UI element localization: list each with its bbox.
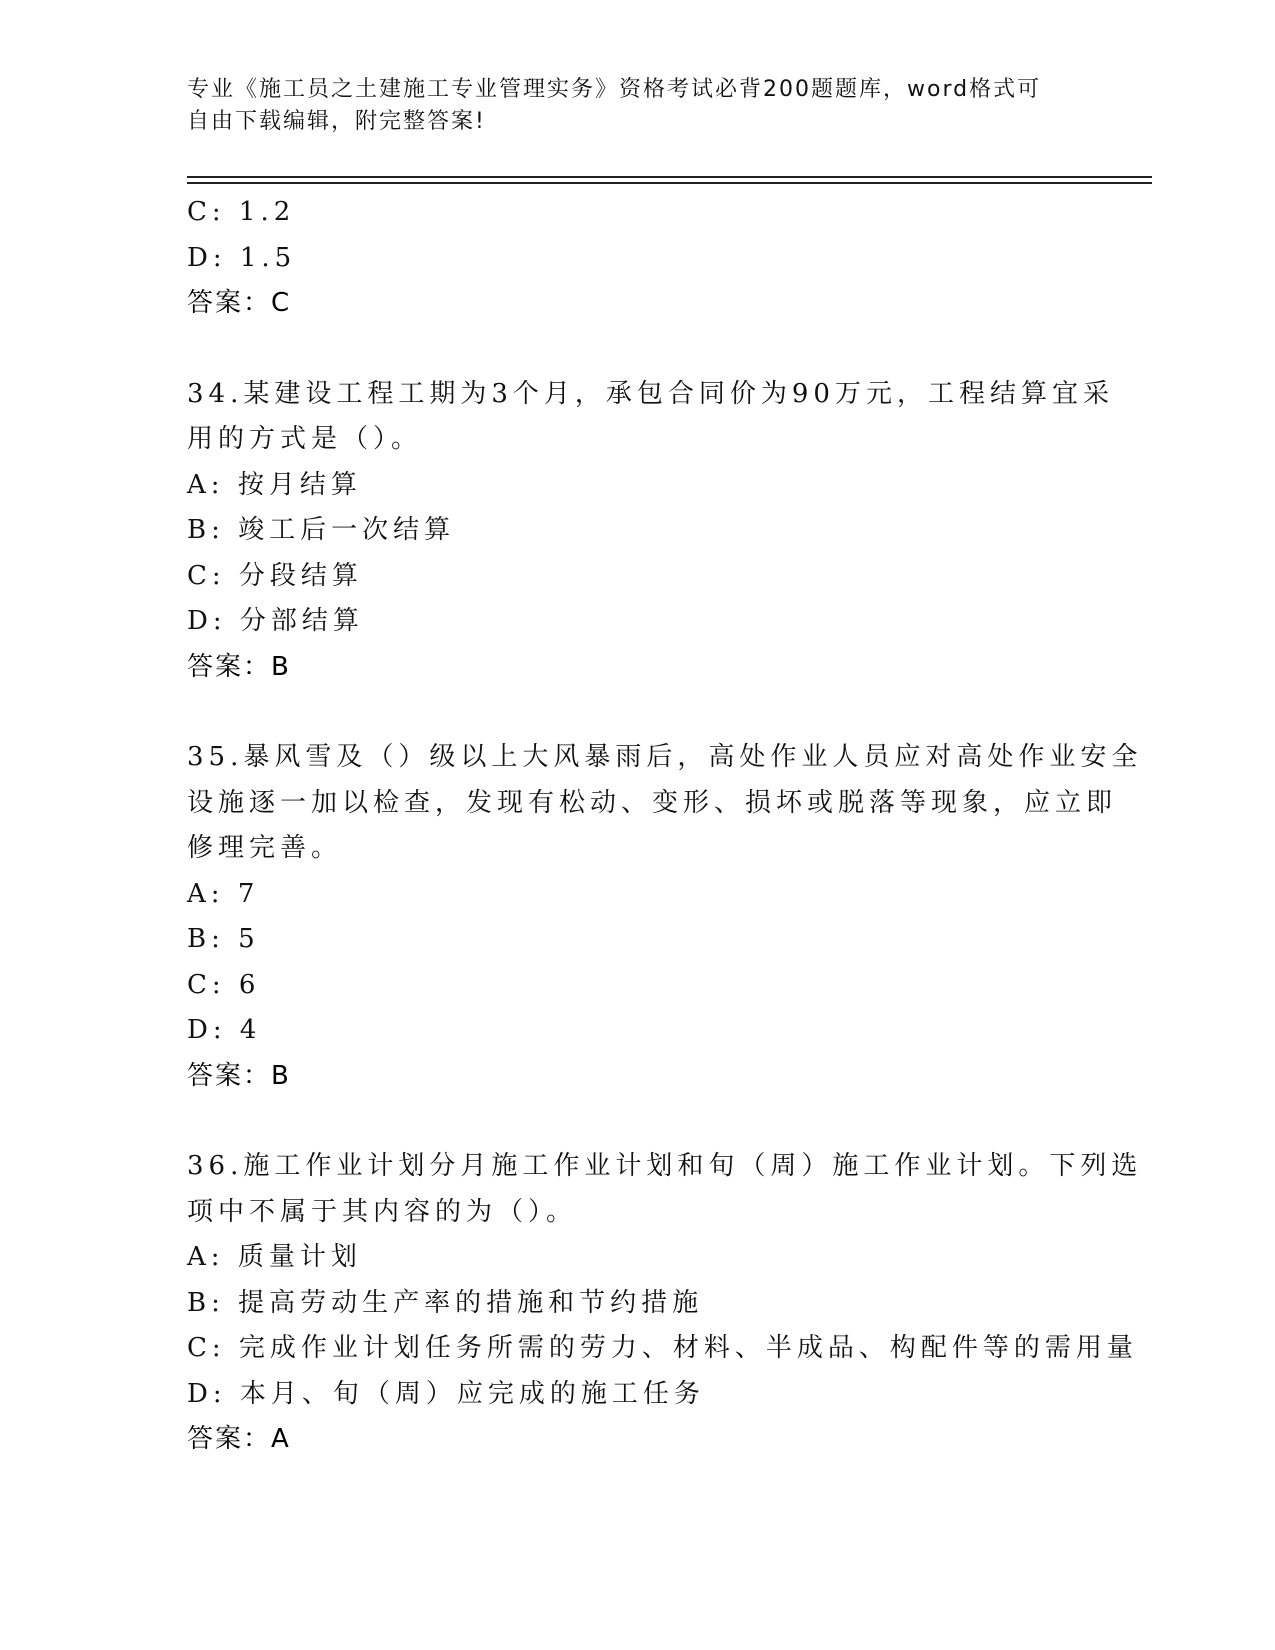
option-c xyxy=(187,1326,1138,1372)
option-label: C: xyxy=(187,560,226,591)
option-text: 完成作业计划任务所需的劳力、材料、半成品、构配件等的需用量 xyxy=(238,1333,1138,1363)
question-content xyxy=(187,190,1143,1463)
option-b xyxy=(187,917,1087,963)
question-stem-line: 用的方式是（）。 xyxy=(187,424,423,454)
header-line-1: 专业《施工员之土建施工专业管理实务》资格考试必背200题题库，word格式可 xyxy=(187,77,1042,102)
header-divider-top xyxy=(187,176,1152,178)
option-d xyxy=(187,1372,1087,1418)
question-35 xyxy=(187,735,1143,1099)
option-c xyxy=(187,190,1087,236)
option-text: 提高劳动生产率的措施和节约措施 xyxy=(238,1287,704,1318)
question-stem-line: 项中不属于其内容的为（）。 xyxy=(187,1196,578,1227)
option-label: D: xyxy=(187,1015,227,1045)
option-text: 5 xyxy=(238,924,260,954)
option-a xyxy=(187,872,1087,918)
option-b xyxy=(187,508,1087,554)
question-stem-line: 设施逐一加以检查，发现有松动、变形、损坏或脱落等现象，应立即 xyxy=(187,787,1118,818)
option-label: A: xyxy=(187,1242,225,1272)
option-text: 分段结算 xyxy=(238,560,363,591)
question-stem-line: 36.施工作业计划分月施工作业计划和旬（周）施工作业计划。下列选 xyxy=(187,1151,1143,1181)
option-b xyxy=(187,1281,1087,1327)
option-text: 1.5 xyxy=(239,242,297,273)
spacer xyxy=(187,1099,1087,1144)
option-label: D: xyxy=(187,606,227,636)
question-36 xyxy=(187,1144,1143,1463)
option-text: 按月结算 xyxy=(237,469,362,500)
question-stem-line: 35.暴风雪及（）级以上大风暴雨后，高处作业人员应对高处作业安全 xyxy=(187,742,1143,772)
spacer xyxy=(187,690,1087,735)
option-c xyxy=(187,554,1087,600)
header-line-2: 自由下载编辑，附完整答案! xyxy=(187,109,486,134)
option-text: 7 xyxy=(237,878,260,909)
previous-question-tail xyxy=(187,190,1087,327)
option-d xyxy=(187,236,1087,282)
document-header xyxy=(187,74,1067,138)
answer-line: 答案：B xyxy=(187,1060,291,1091)
answer-line: 答案：A xyxy=(187,1424,291,1454)
option-d xyxy=(187,599,1087,645)
answer-line: 答案：C xyxy=(187,288,292,318)
option-label: C: xyxy=(187,969,226,1000)
answer-line: 答案：B xyxy=(187,651,291,682)
question-stem-line: 34.某建设工程工期为3个月，承包合同价为90万元，工程结算宜采 xyxy=(187,378,1114,409)
option-a xyxy=(187,463,1087,509)
option-text: 6 xyxy=(238,969,261,1000)
option-text: 4 xyxy=(239,1015,262,1045)
option-label: C: xyxy=(187,1333,226,1363)
question-34 xyxy=(187,372,1114,691)
option-text: 本月、旬（周）应完成的施工任务 xyxy=(239,1378,705,1409)
spacer xyxy=(187,327,1087,372)
option-label: C: xyxy=(187,197,226,227)
option-label: D: xyxy=(187,242,227,273)
option-c xyxy=(187,963,1087,1009)
option-d xyxy=(187,1008,1087,1054)
option-a xyxy=(187,1235,1087,1281)
option-label: D: xyxy=(187,1378,227,1409)
option-text: 1.2 xyxy=(238,197,296,227)
option-label: B: xyxy=(187,515,225,545)
option-label: A: xyxy=(187,878,225,909)
question-stem-line: 修理完善。 xyxy=(187,833,343,863)
option-label: A: xyxy=(187,469,225,500)
header-divider-bottom xyxy=(187,182,1152,184)
option-label: B: xyxy=(187,1287,225,1318)
option-text: 竣工后一次结算 xyxy=(238,515,456,545)
option-text: 分部结算 xyxy=(239,606,364,636)
option-label: B: xyxy=(187,924,225,954)
option-text: 质量计划 xyxy=(237,1242,362,1272)
